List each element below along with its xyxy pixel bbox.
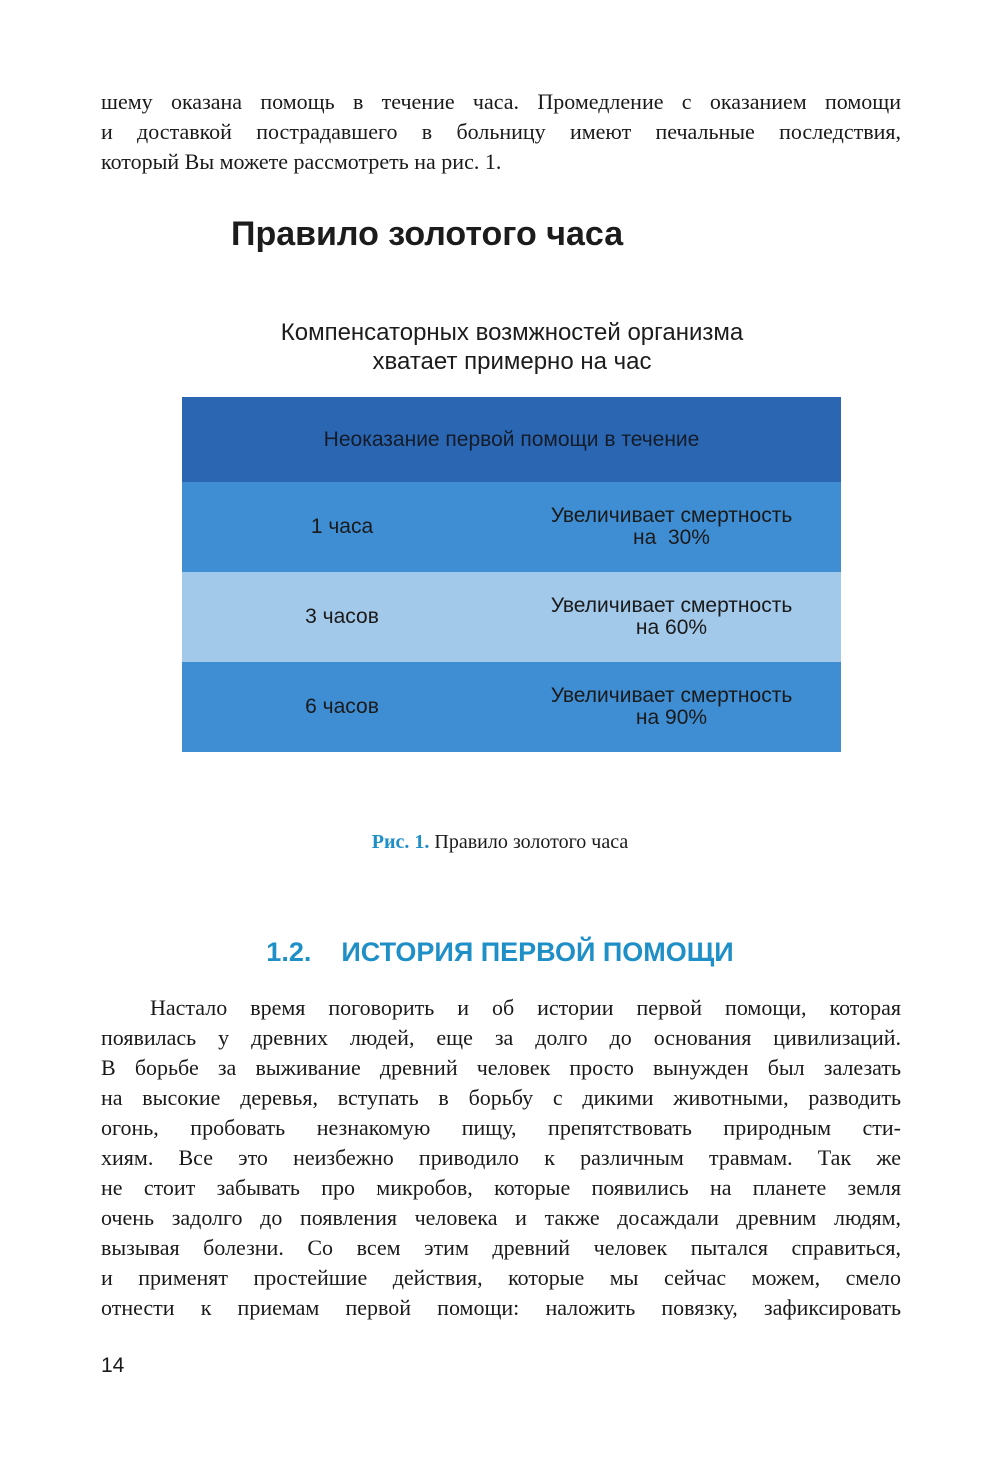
text-line: появилась у древних людей, еще за долго до основания цивилизаций.	[101, 1025, 901, 1050]
golden-hour-table	[182, 397, 841, 753]
effect-line: на 90%	[635, 706, 708, 729]
text-line: Настало время поговорить и об истории первой помощи, которая	[150, 995, 901, 1020]
effect-line: Увеличивает смертность	[550, 504, 793, 527]
text-line: В борьбе за выживание древний человек просто вынужден был залезать	[101, 1055, 901, 1080]
table-row	[182, 662, 841, 752]
text-line: шему оказана помощь в течение часа. Промедление с оказанием помощи	[101, 89, 901, 114]
caption-label: Рис. 1.	[371, 831, 430, 853]
text-line: очень задолго до появления человека и также досаждали древним людям,	[101, 1205, 901, 1230]
figure-caption	[0, 831, 1000, 854]
text-line: на высокие деревья, вступать в борьбу с дикими животными, разводить	[101, 1085, 901, 1110]
text-line: хиям. Все это неизбежно приводило к различным травмам. Так же	[101, 1145, 901, 1170]
effect-line: Увеличивает смертность	[550, 594, 793, 617]
duration-cell: 3 часов	[305, 605, 379, 628]
table-row	[182, 572, 841, 662]
effect-line: на 30%	[633, 526, 710, 549]
effect-line: Увеличивает смертность	[550, 684, 793, 707]
text-line: отнести к приемам первой помощи: наложить повязку, зафиксировать	[101, 1295, 901, 1320]
text-line: который Вы можете рассмотреть на рис. 1.	[101, 149, 502, 174]
text-line: вызывая болезни. Со всем этим древний человек пытался справиться,	[101, 1235, 901, 1260]
effect-cell	[502, 595, 841, 639]
table-header: Неоказание первой помощи в течение	[182, 397, 841, 482]
figure-title: Правило золотого часа	[231, 215, 624, 253]
effect-cell	[502, 685, 841, 729]
caption-text: Правило золотого часа	[434, 831, 629, 853]
table-row	[182, 482, 841, 572]
figure-subtitle-line: Компенсаторных возмжностей организма	[280, 319, 744, 346]
text-line: огонь, пробовать незнакомую пищу, препятствовать природным сти-	[101, 1115, 901, 1140]
figure-subtitle	[182, 318, 842, 376]
section-title: ИСТОРИЯ ПЕРВОЙ ПОМОЩИ	[341, 937, 734, 967]
intro-paragraph	[101, 87, 901, 177]
history-paragraph	[101, 993, 901, 1323]
text-line: не стоит забывать про микробов, которые появились на планете земля	[101, 1175, 901, 1200]
effect-cell	[502, 505, 841, 549]
effect-line: на 60%	[635, 616, 708, 639]
duration-cell: 1 часа	[310, 515, 374, 538]
text-line: и применят простейшие действия, которые мы сейчас можем, смело	[101, 1265, 901, 1290]
section-number: 1.2.	[266, 937, 312, 967]
figure-subtitle-line: хватает примерно на час	[372, 348, 652, 375]
page-number: 14	[101, 1354, 125, 1377]
duration-cell: 6 часов	[305, 695, 379, 718]
text-line: и доставкой пострадавшего в больницу имеют печальные последствия,	[101, 119, 901, 144]
section-heading	[0, 937, 1000, 968]
